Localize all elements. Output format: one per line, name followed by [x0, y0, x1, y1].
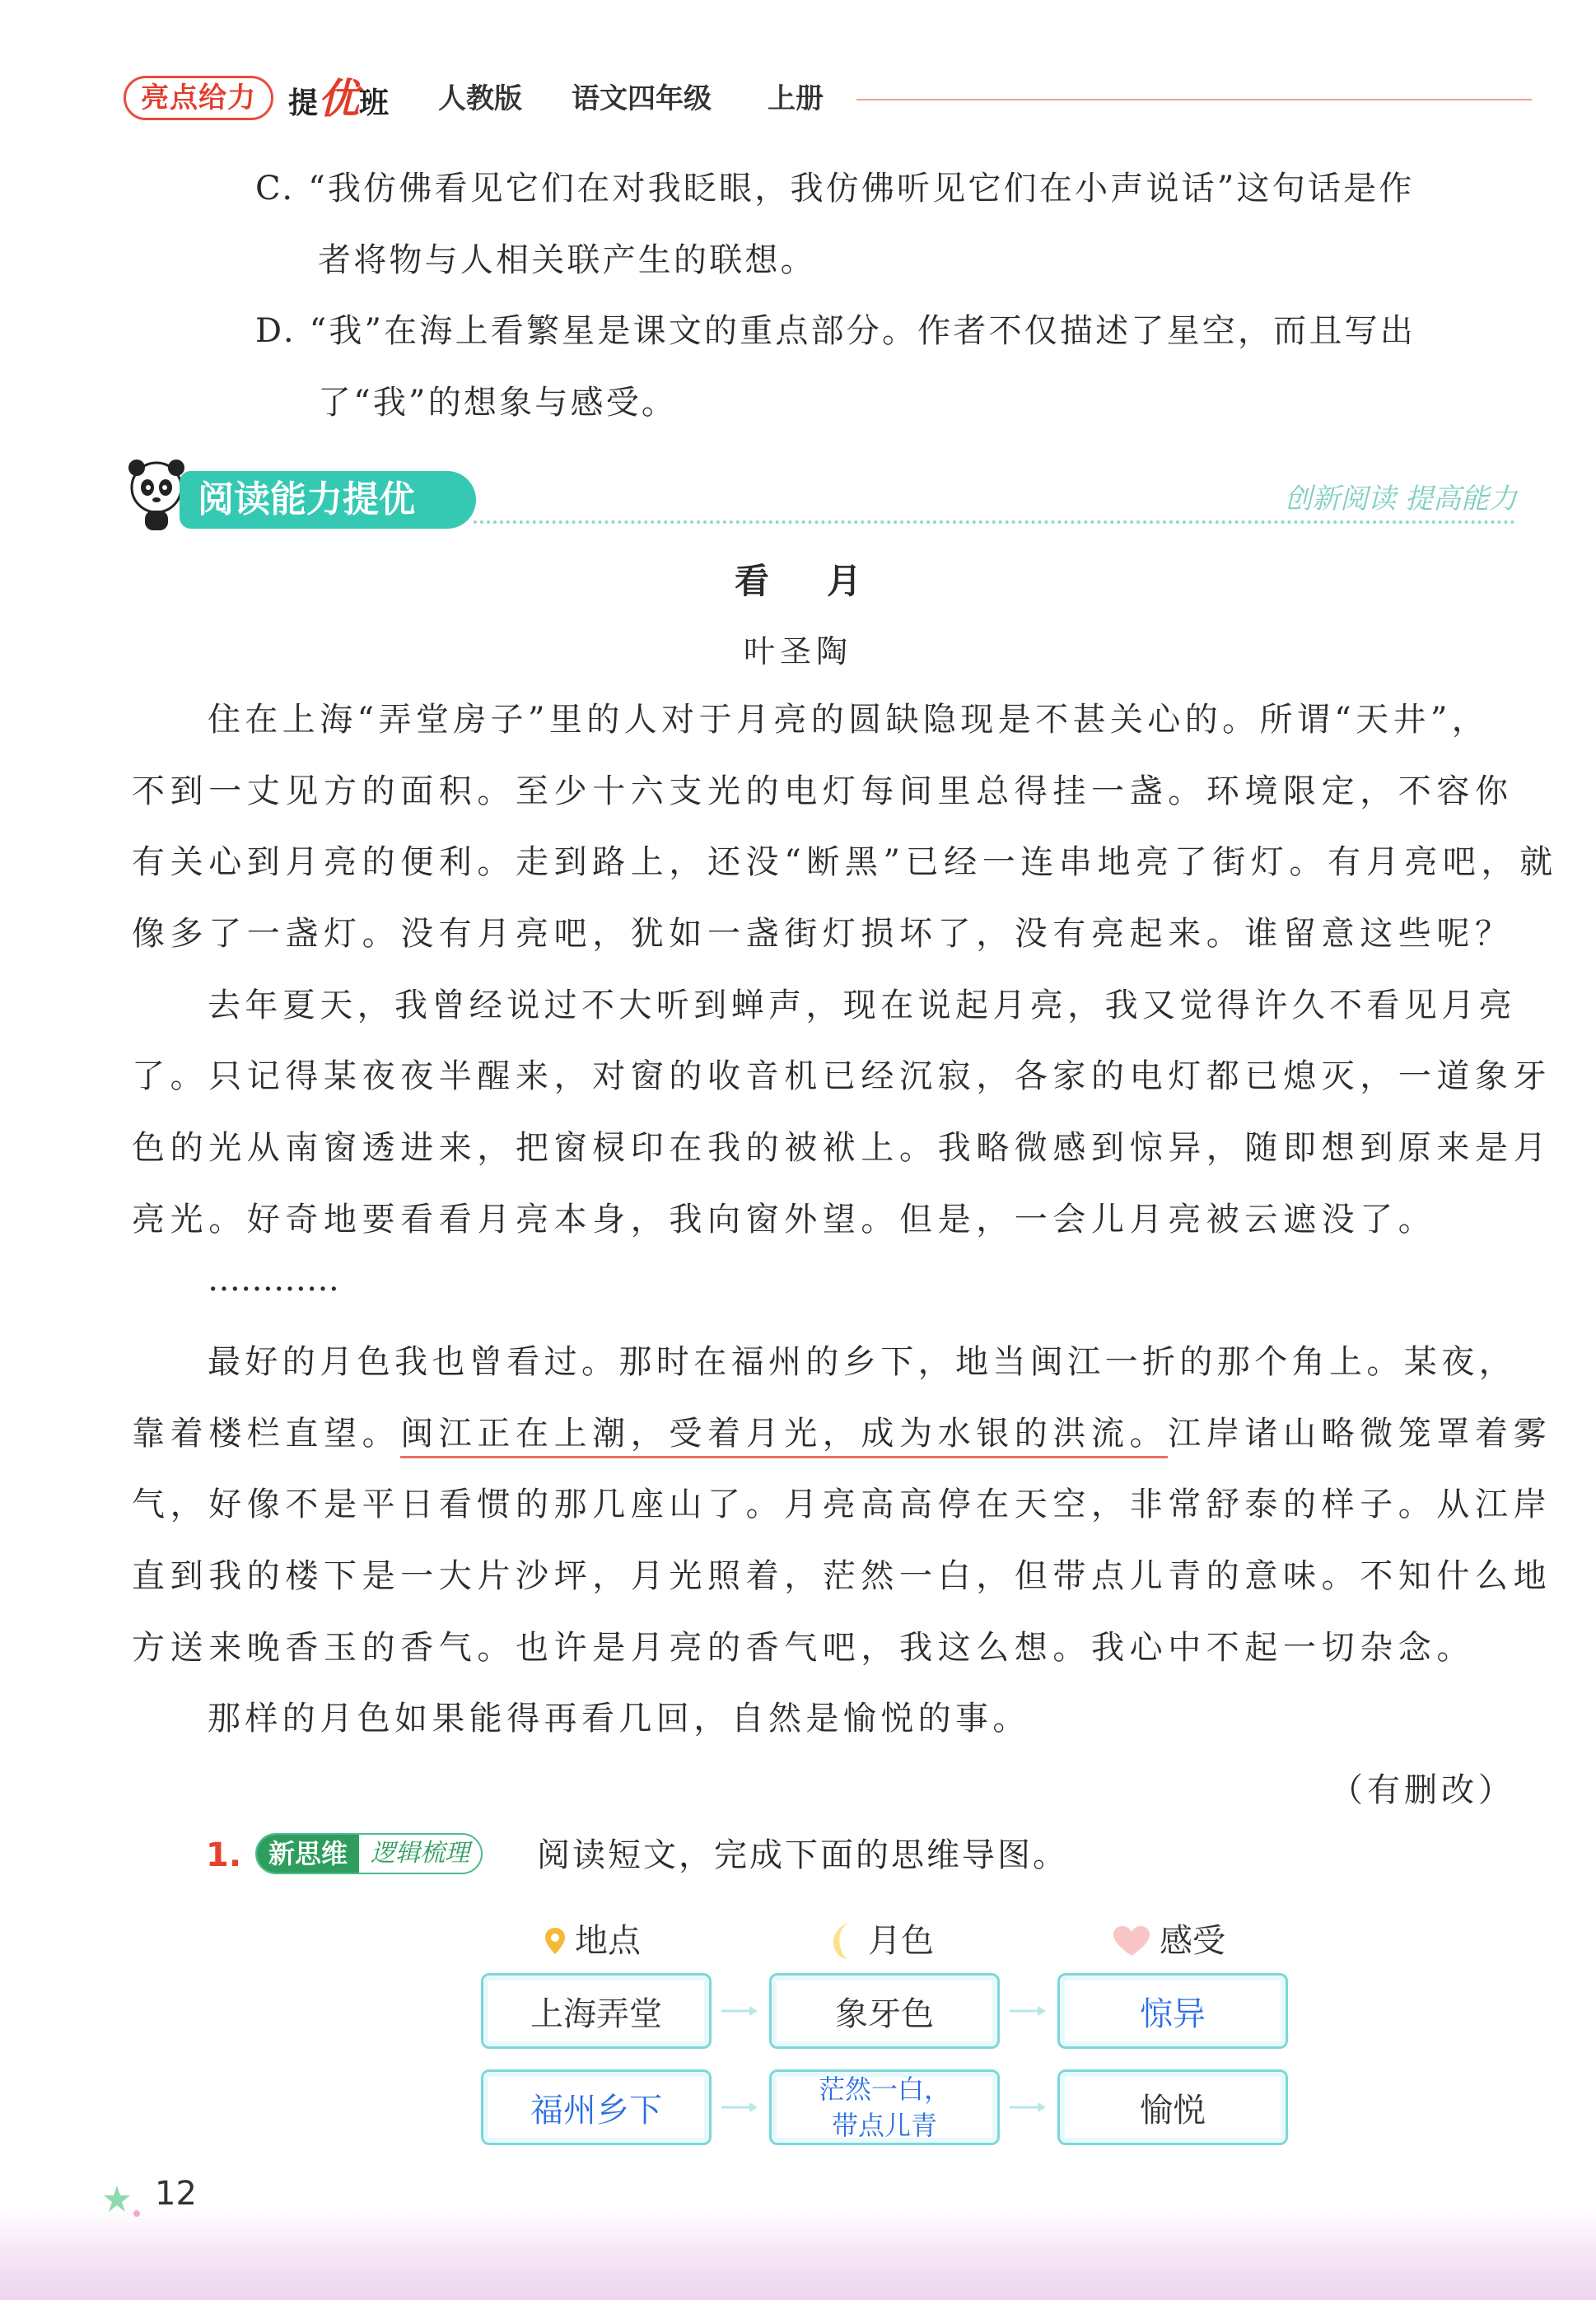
mindmap-header-location-label: 地点 [575, 1922, 641, 1960]
question-tag-sub: 逻辑梳理 [371, 1839, 470, 1868]
mindmap-box-r2c2 [769, 2069, 1000, 2145]
underlined-sentence: 闽江正在上潮，受着月光，成为水银的洪流。 [400, 1415, 1168, 1458]
article-line-12: 直到我的楼下是一大片沙坪，月光照着，茫然一白，但带点儿青的意味。不知什么地 [132, 1557, 1552, 1595]
article-line-14: 那样的月色如果能得再看几回，自然是愉悦的事。 [208, 1700, 1030, 1738]
option-c-line-1: C. “我仿佛看见它们在对我眨眼，我仿佛听见它们在小声说话”这句话是作 [255, 170, 1415, 208]
article-ellipsis: ………… [208, 1261, 339, 1299]
article-line-3: 有关心到月亮的便利。走到路上，还没“断黑”已经一连串地亮了街灯。有月亮吧，就 [132, 843, 1558, 881]
arrow-right-icon [1006, 1973, 1049, 2049]
article-line-9: 最好的月色我也曾看过。那时在福州的乡下，地当闽江一折的那个角上。某夜， [208, 1343, 1516, 1381]
mindmap-header-moon-label: 月色 [868, 1922, 934, 1960]
volume-label: 上册 [768, 82, 824, 115]
header-rule [856, 99, 1532, 100]
article-line-11: 气，好像不是平日看惯的那几座山了。月亮高高停在天空，非常舒泰的样子。从江岸 [132, 1486, 1552, 1523]
article-line-8: 亮光。好奇地要看看月亮本身，我向窗外望。但是，一会儿月亮被云遮没了。 [132, 1201, 1437, 1239]
section-dotted-rule [474, 520, 1515, 524]
footer-band [0, 2207, 1596, 2300]
brand-title [288, 76, 389, 122]
arrow-right-icon [718, 1973, 761, 2049]
arrow-right-icon [1006, 2069, 1049, 2145]
brand-you: 优 [318, 75, 360, 123]
mindmap-header-moon [832, 1920, 934, 1962]
mindmap-box-r2c1: 福州乡下 [481, 2069, 712, 2145]
article-line-10-start: 靠着楼栏直望。 [132, 1415, 401, 1453]
question-text: 阅读短文，完成下面的思维导图。 [537, 1836, 1068, 1874]
question-number: 1. [206, 1836, 242, 1874]
article-line-4: 像多了一盏灯。没有月亮吧，犹如一盏街灯损坏了，没有亮起来。谁留意这些呢？ [132, 915, 1514, 953]
page-number: 12 [155, 2175, 197, 2213]
article-line-2: 不到一丈见方的面积。至少十六支光的电灯每间里总得挂一盏。环境限定，不容你 [132, 772, 1514, 810]
location-pin-icon [544, 1926, 567, 1956]
subject-label: 语文四年级 [572, 82, 712, 115]
article-line-13: 方送来晚香玉的香气。也许是月亮的香气吧，我这么想。我心中不起一切杂念。 [132, 1629, 1475, 1667]
article-line-10 [132, 1414, 1552, 1455]
brand-prefix: 提 [288, 86, 319, 120]
option-d-line-1: D. “我”在海上看繁星是课文的重点部分。作者不仅描述了星空，而且写出 [255, 312, 1416, 350]
mindmap-box-r1c1: 上海弄堂 [481, 1973, 712, 2049]
article-line-6: 了。只记得某夜夜半醒来，对窗的收音机已经沉寂，各家的电灯都已熄灭，一道象牙 [132, 1057, 1552, 1095]
article-author: 叶圣陶 [743, 633, 852, 669]
brand-badge: 亮点给力 [124, 76, 273, 120]
article-line-10-end: 江岸诸山略微笼罩着雾 [1168, 1415, 1552, 1453]
option-d-line-2: 了“我”的想象与感受。 [318, 384, 678, 422]
edition-label: 人教版 [438, 82, 522, 115]
mindmap-box-r2c2-line-2: 带点儿青 [831, 2110, 937, 2141]
question-tag [255, 1833, 483, 1874]
option-c-line-2: 者将物与人相关联产生的联想。 [318, 241, 816, 279]
mindmap-box-r2c2-line-1: 茫然一白， [818, 2074, 950, 2105]
section-banner: 阅读能力提优 [180, 471, 476, 529]
mindmap-header-feeling-label: 感受 [1160, 1922, 1225, 1960]
brand-suffix: 班 [359, 86, 390, 120]
article-title: 看月 [734, 561, 919, 601]
article-line-7: 色的光从南窗透进来，把窗棂印在我的被袱上。我略微感到惊异，随即想到原来是月 [132, 1129, 1552, 1167]
mindmap-header-feeling [1112, 1920, 1225, 1962]
article-line-1: 住在上海“弄堂房子”里的人对于月亮的圆缺隐现是不甚关心的。所谓“天井”， [208, 701, 1490, 739]
question-tag-main: 新思维 [257, 1835, 359, 1873]
mindmap-box-r2c3: 愉悦 [1057, 2069, 1288, 2145]
star-icon [100, 2182, 150, 2223]
moon-icon [832, 1921, 860, 1961]
mindmap-box-r1c3: 惊异 [1057, 1973, 1288, 2049]
heart-icon [1112, 1924, 1151, 1957]
section-subtitle: 创新阅读 提高能力 [1284, 483, 1517, 516]
mindmap-header-location [544, 1920, 641, 1962]
article-line-5: 去年夏天，我曾经说过不大听到蝉声，现在说起月亮，我又觉得许久不看见月亮 [208, 987, 1516, 1024]
article-note: （有删改） [1330, 1771, 1515, 1809]
mindmap-box-r1c2: 象牙色 [769, 1973, 1000, 2049]
arrow-right-icon [718, 2069, 761, 2145]
